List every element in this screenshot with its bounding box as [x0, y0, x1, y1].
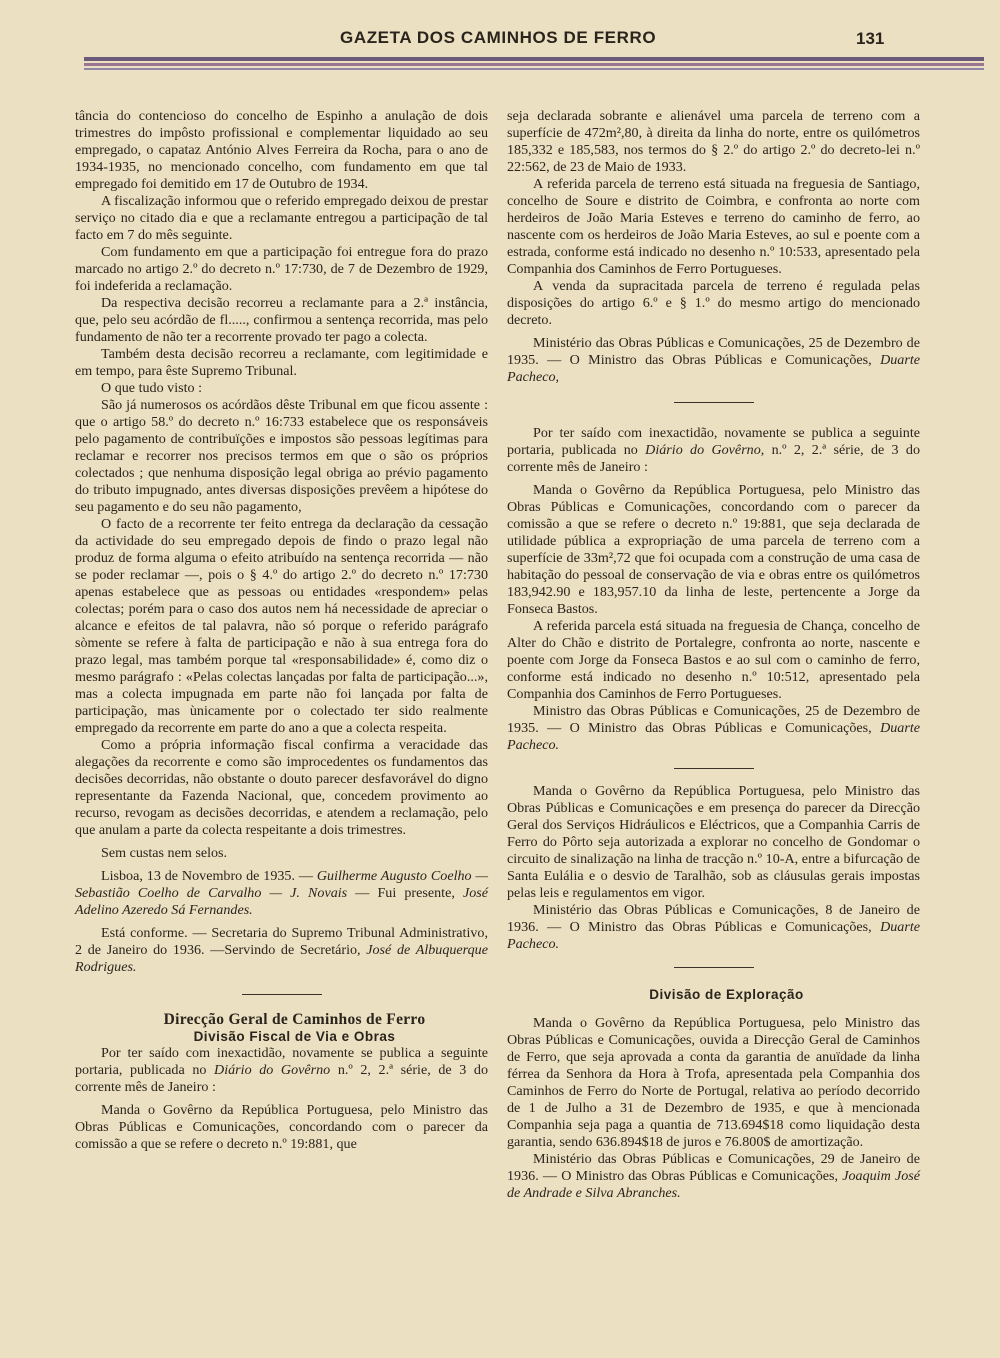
paragraph: Como a própria informação fiscal confirma a veracidade das alegações da recorrente e como são improcedentes os fundamentos das decisões decorridas, não obstante o douto parecer desfavorável do digno representante da Fazenda Nacional, que, concedem provimento ao recurso, revogam as decisões decorridas, e atendem a reclamação, pelo que anulam a parte da colecta respeitante a dois trimestres.: [75, 737, 488, 838]
text: Ministro das Obras Públicas e Comunicações, 25 de Dezembro de 1935. — O Ministro das Obras Públicas e Comunicações,: [507, 703, 920, 736]
paragraph: [507, 425, 920, 476]
text: Por ter saído com inexactidão, novamente se publica a seguinte portaria, publicada no: [507, 425, 920, 458]
text: Por ter saído com inexactidão, novamente se publica a seguinte portaria, publicada no: [75, 1045, 488, 1078]
subsection-heading: Divisão Fiscal de Via e Obras: [193, 1029, 396, 1044]
paragraph: A referida parcela está situada na freguesia de Chança, concelho de Alter do Chão e distrito de Portalegre, confronta ao norte, nascente e poente com Jorge da Fonseca Bastos e ao sul com o caminho de ferro, conforme está indicado no desenho n.º 10:512, apresentado pela Companhia dos Caminhos de Ferro Portugueses.: [507, 618, 920, 702]
right-column: [507, 108, 920, 1202]
paragraph: Manda o Govêrno da República Portuguesa, pelo Ministro das Obras Públicas e Comunicações, concordando com o parecer da comissão a que se refere o decreto n.º 19:881, que: [75, 1102, 488, 1152]
signature-paragraph: [507, 703, 920, 754]
publication-name: Diário do Govêrno: [214, 1062, 331, 1078]
signatory: José Adelino Azeredo Sá Fernandes.: [75, 885, 488, 918]
paragraph: O que tudo visto :: [101, 380, 203, 396]
text: , n.º 2, 2.ª série, de 3 do corrente mês de Janeiro :: [507, 442, 921, 475]
text: — Fui presente,: [347, 885, 463, 901]
header-rule: [84, 57, 984, 61]
section-heading: Divisão de Exploração: [649, 987, 804, 1002]
paragraph: seja declarada sobrante e alienável uma parcela de terreno com a superfície de 472m²,80, à direita da linha do norte, entre os quilómetros 185,332 e 185,583, nos termos do § 2.º do artigo 2.º do decreto-lei n.º 22:562, de 23 de Maio de 1933.: [507, 108, 920, 175]
section-separator: [674, 967, 754, 968]
signatory: Duarte Pacheco.: [507, 919, 920, 952]
journal-title: GAZETA DOS CAMINHOS DE FERRO: [340, 28, 657, 47]
paragraph: Sem custas nem selos.: [101, 845, 228, 861]
signatories: Guilherme Augusto Coelho — Sebastião Coelho de Carvalho — J. Novais: [75, 868, 488, 901]
paragraph: Manda o Govêrno da República Portuguesa, pelo Ministro das Obras Públicas e Comunicações, concordando com o parecer da comissão a que se refere o decreto n.º 19:881, que seja declarada de utilidade pública a expropriação de uma parcela de terreno com a superfície de 33m²,72 que foi ocupada com a construção de uma casa de habitação do pessoal de conservação de via e obras entre os quilómetros 183,942.90 e 183,957.10 da linha de leste, pertencente a Jorge da Fonseca Bastos.: [507, 482, 920, 617]
signature-paragraph: [507, 1151, 920, 1202]
publication-name: Diário do Govêrno: [645, 442, 761, 458]
text: Ministério das Obras Públicas e Comunicações, 8 de Janeiro de 1936. — O Ministro das Obras Públicas e Comunicações,: [507, 902, 920, 935]
paragraph: Com fundamento em que a participação foi entregue fora do prazo marcado no artigo 2.º do decreto n.º 17:730, de 7 de Dezembro de 1929, foi indeferida a reclamação.: [75, 244, 488, 294]
signatory: Duarte Pacheco.: [507, 720, 920, 753]
header-rule: [84, 63, 984, 66]
paragraph: A fiscalização informou que o referido empregado deixou de prestar serviço no citado dia e que a reclamante entregou a participação de tal facto em 7 do mês seguinte.: [75, 193, 488, 243]
signatory: Duarte Pacheco,: [507, 352, 920, 385]
paragraph: A venda da supracitada parcela de terreno é regulada pelas disposições do artigo 6.º e § 1.º do mesmo artigo do mencionado decreto.: [507, 278, 920, 328]
text: Ministério das Obras Públicas e Comunicações, 25 de Dezembro de 1935. — O Ministro das Obras Públicas e Comunicações,: [507, 335, 920, 368]
paragraph: Manda o Govêrno da República Portuguesa, pelo Ministro das Obras Públicas e Comunicações, ouvida a Direcção Geral de Caminhos de Ferro, que seja aprovada a conta da garantia de anuïdade da linha férrea da Senhora da Hora à Trofa, apresentada pela Companhia dos Caminhos de Ferro do Norte de Portugal, relativa ao período decorrido de 1 de Julho a 31 de Dezembro de 1935, e que à mencionada Companhia seja paga a quantia de 713.694$18 como liquidação desta garantia, sendo 636.894$18 de juros e 76.800$ de amortização.: [507, 1015, 920, 1150]
section-heading: Direcção Geral de Caminhos de Ferro: [163, 1011, 426, 1028]
paragraph: O facto de a recorrente ter feito entrega da declaração da cessação da actividade do seu empregado depois de findo o prazo legal não produz de forma alguma o efeito atribuído na sentença recorrida — não se poder reclamar —, pois o § 4.º do artigo 2.º do decreto n.º 17:730 apenas estabelece que as pessoas ou entidades «respondem» pelas colectas; porém para o caso dos autos nem há necessidade de apreciar o alcance e efeitos de tal palavra, não só porque o referido parágrafo sòmente se refere à falta de participação e não à sua entrega fora do prazo legal, mas também porque tal «responsabilidade» é, como diz o mesmo parágrafo : «Pelas colectas lançadas por falta de participação...», mas a colecta impugnada em parte não foi lançada por falta de participação, mas ùnicamente por o colectado ter sido realmente empregado da recorrente em parte do ano a que a colecta respeita.: [75, 516, 488, 736]
paragraph: Da respectiva decisão recorreu a reclamante para a 2.ª instância, que, pelo seu acórdão de fl....., confirmou a sentença recorrida, mas pelo fundamento de não ter a recorrente provado ter pago a colecta.: [75, 295, 488, 345]
signatory: José de Albuquerque Rodrigues.: [75, 942, 488, 975]
paragraph: tância do contencioso do concelho de Espinho a anulação de dois trimestres do impôsto profissional e complementar liquidado ao seu empregado, o capataz António Alves Ferreira da Rocha, para o ano de 1934-1935, no mencionado concelho, com fundamento em que tal empregado foi demitido em 17 de Outubro de 1934.: [75, 108, 488, 192]
text: Ministério das Obras Públicas e Comunicações, 29 de Janeiro de 1936. — O Ministro das Obras Públicas e Comunicações,: [507, 1151, 920, 1184]
paragraph: A referida parcela de terreno está situada na freguesia de Santiago, concelho de Soure e distrito de Coimbra, e confronta ao norte com herdeiros de João Maria Esteves e terreno do caminho de ferro, ao nascente com os herdeiros de João Maria Esteves, ao sul e poente com a estrada, conforme está indicado no desenho n.º 10:533, apresentado pela Companhia dos Caminhos de Ferro Portugueses.: [507, 176, 920, 277]
paragraph: São já numerosos os acórdãos dêste Tribunal em que ficou assente : que o artigo 58.º do decreto n.º 16:733 estabelece que os responsáveis pelo pagamento de contribuïções e impostos são pessoas legítimas para reclamar e recorrer nos precisos termos em que o são os próprios colectados ; que nenhuma disposição legal obriga ao prévio pagamento do tributo impugnado, antes diversas disposições prevêem a hipótese do seu pagamento e do seu não pagamento,: [75, 397, 488, 515]
paragraph: Também desta decisão recorreu a reclamante, com legitimidade e em tempo, para êste Supremo Tribunal.: [75, 346, 488, 379]
text: n.º 2, 2.ª série, de 3 do corrente mês de Janeiro :: [75, 1062, 488, 1095]
section-separator: [674, 402, 754, 403]
signatory: Joaquim José de Andrade e Silva Abranches.: [507, 1168, 921, 1201]
paragraph: [75, 1045, 488, 1096]
header-rule: [84, 68, 984, 70]
signature-paragraph: [507, 335, 920, 386]
signature-paragraph: [507, 902, 920, 953]
paragraph: Manda o Govêrno da República Portuguesa, pelo Ministro das Obras Públicas e Comunicações e em presença do parecer da Direcção Geral dos Serviços Hidráulicos e Eléctricos, que a Companhia Carris de Ferro do Pôrto seja autorizada a explorar no concelho de Gondomar o circuito de sinalização na linha de tracção n.º 10-A, entre a bifurcação de Santa Eulália e o desvio de Taralhão, sob as cláusulas gerais impostas pelas leis e regulamentos em vigor.: [507, 783, 920, 901]
page-header: [0, 0, 1000, 80]
left-column: [75, 108, 488, 1153]
section-separator: [674, 768, 754, 769]
text: Está conforme. — Secretaria do Supremo Tribunal Administrativo, 2 de Janeiro do 1936. —Servindo de Secretário,: [75, 925, 488, 958]
page-number: 131: [856, 29, 885, 48]
signature-paragraph: [75, 868, 488, 919]
section-separator: [242, 994, 322, 995]
text: Lisboa, 13 de Novembro de 1935. —: [101, 868, 317, 884]
certification-paragraph: [75, 925, 488, 976]
